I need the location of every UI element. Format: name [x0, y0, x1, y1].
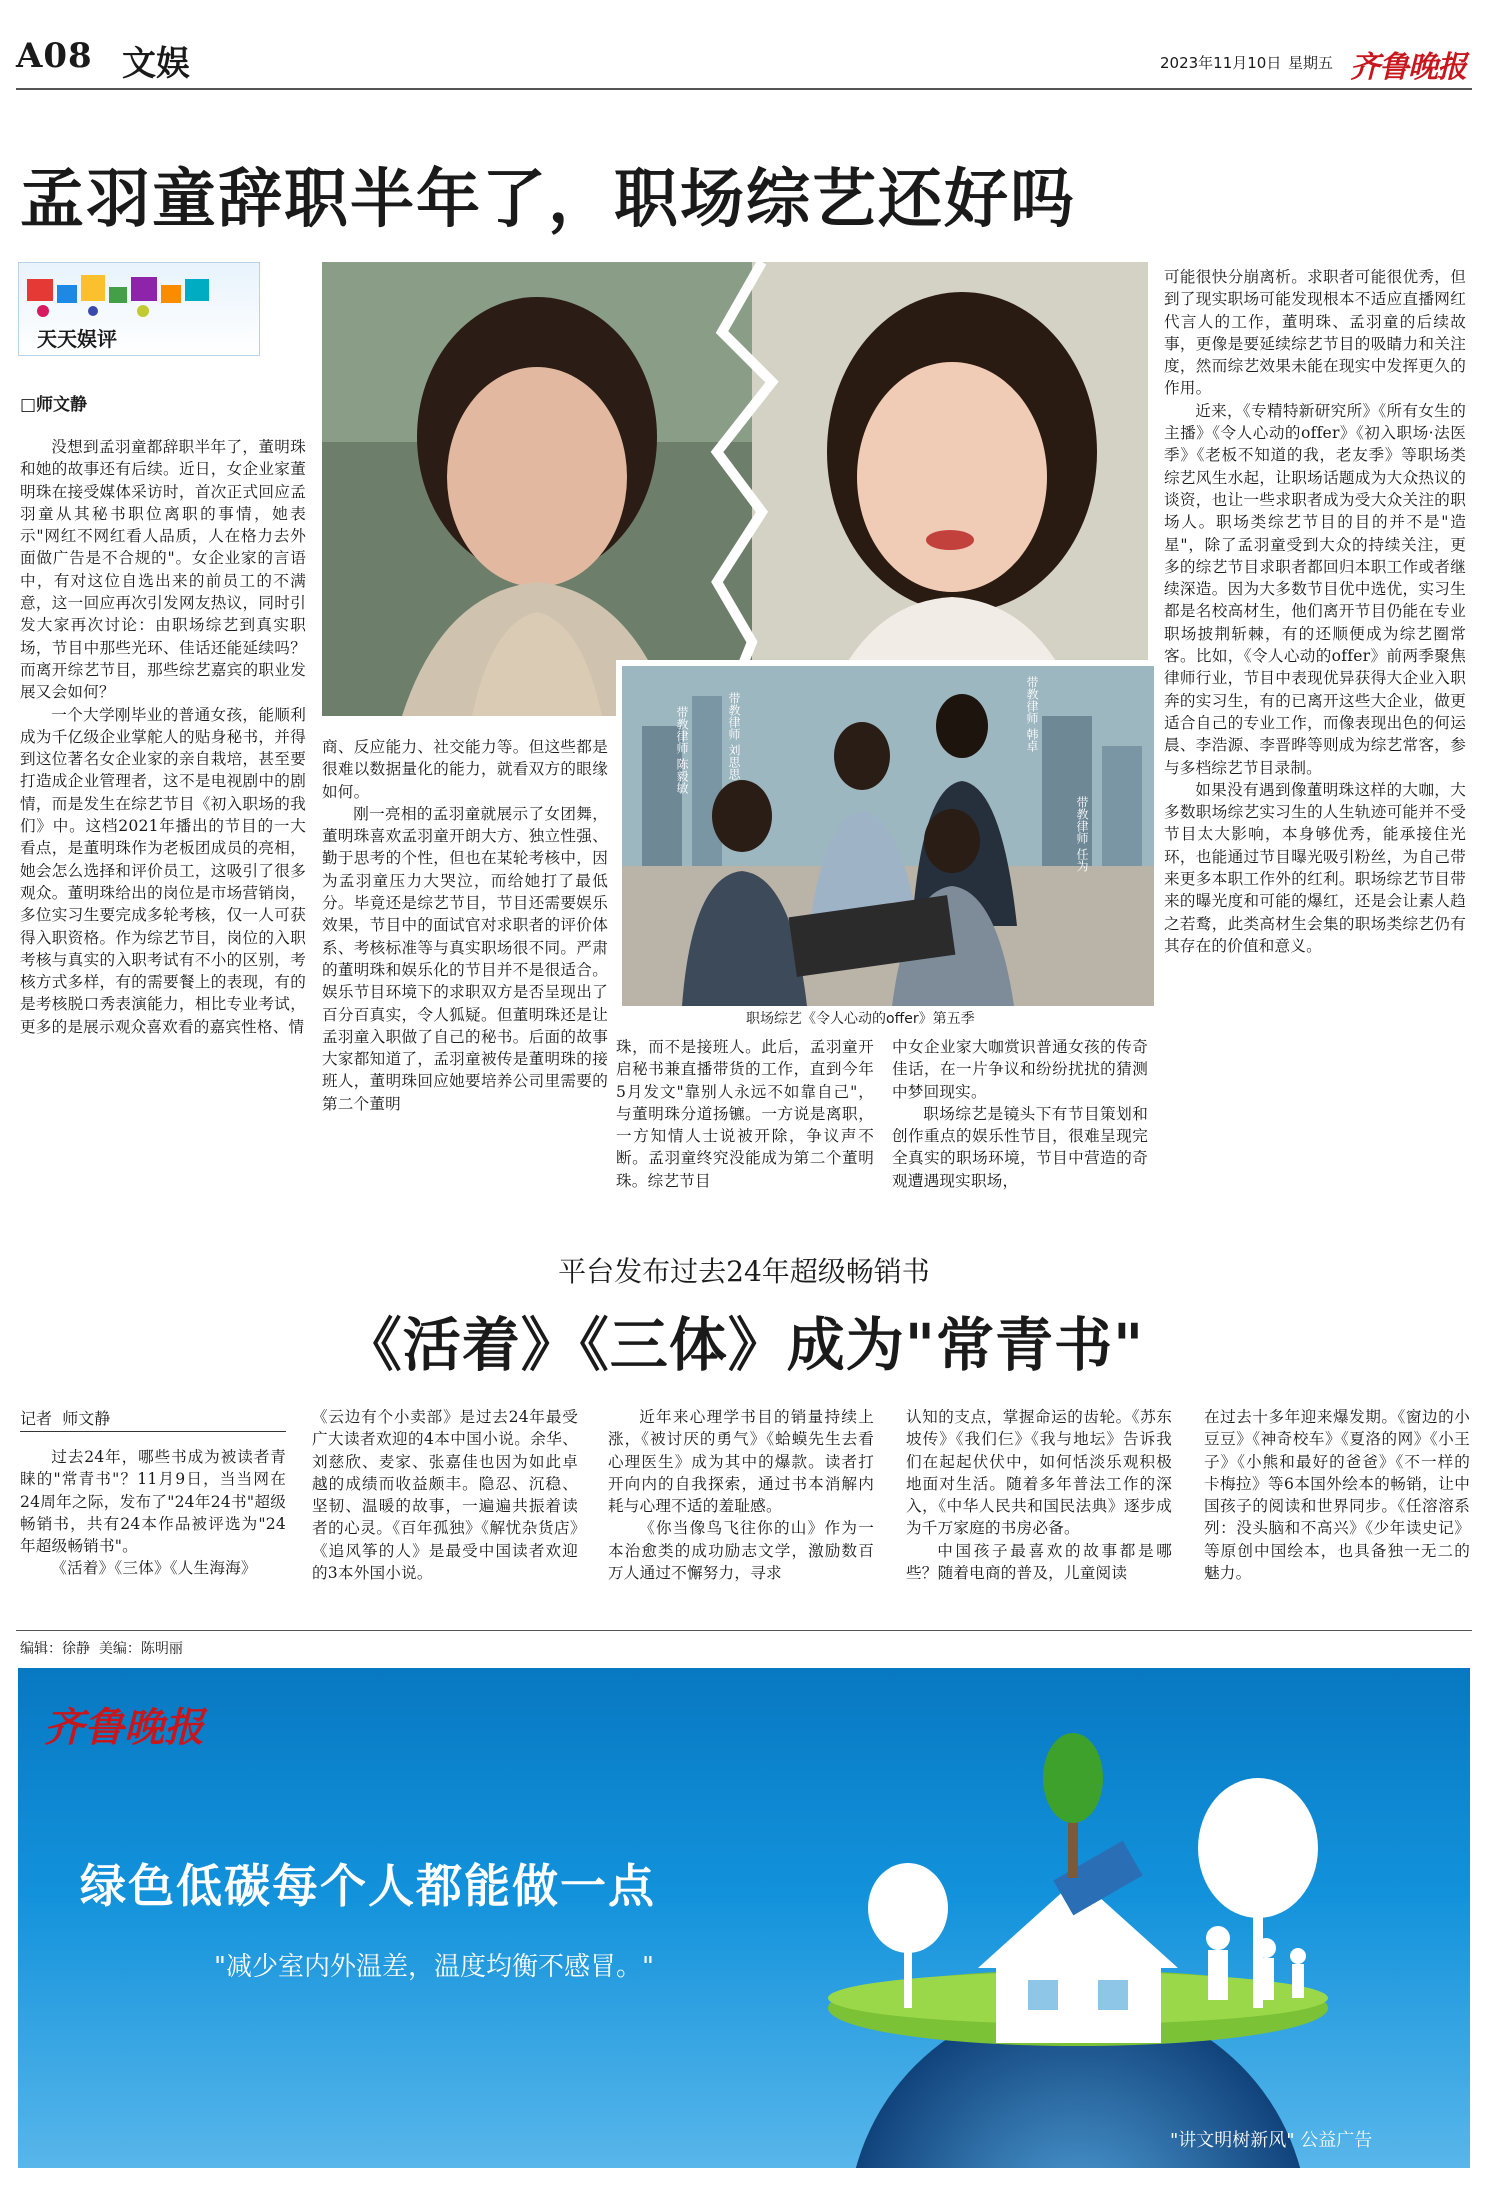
paragraph: 《云边有个小卖部》是过去24年最受广大读者欢迎的4本中国小说。余华、刘慈欣、麦家、张嘉佳也因为如此卓越的成绩而收益颇丰。隐忍、沉稳、坚韧、温暖的故事，一遍遍共振着读者的心灵。《百年孤独》《解忧杂货店》《追风筝的人》是最受中国读者欢迎的3本外国小说。	[312, 1408, 578, 1583]
paragraph: 职场综艺是镜头下有节目策划和创作重点的娱乐性节目，很难呈现完全真实的职场环境，节目中营造的奇观遭遇现实职场，	[892, 1104, 1148, 1190]
article1-col2	[322, 736, 608, 1204]
article2-col2	[312, 1406, 578, 1636]
article1-col3	[616, 1036, 874, 1204]
byline-name: 师文静	[62, 1409, 111, 1428]
photo-caption: 职场综艺《令人心动的offer》第五季	[746, 1011, 975, 1027]
footer-rule	[16, 1630, 1472, 1631]
paper-logo: 齐鲁晚报	[1350, 50, 1466, 85]
paragraph: 近年来心理学书目的销量持续上涨，《被讨厌的勇气》《蛤蟆先生去看心理医生》成为其中的爆款。读者打开向内的自我探索，通过书本消解内耗与心理不适的羞耻感。	[608, 1408, 874, 1516]
paragraph: 刚一亮相的孟羽童就展示了女团舞，董明珠喜欢孟羽童开朗大方、独立性强、勤于思考的个性，但也在某轮考核中，因为孟羽童压力大哭泣，而给她打了最低分。毕竟还是综艺节目，节目还需要娱乐效果，节目中的面试官对求职者的评价体系、考核标准等与真实职场很不同。严肃的董明珠和娱乐化的节目并不是很适合。娱乐节目环境下的求职双方是否呈现出了百分百真实，令人狐疑。但董明珠还是让孟羽童入职做了自己的秘书。后面的故事大家都知道了，孟羽童被传是董明珠的接班人，董明珠回应她要培养公司里需要的第二个董明	[322, 804, 608, 1113]
article1-headline: 孟羽童辞职半年了，职场综艺还好吗	[20, 162, 1076, 237]
public-service-ad	[18, 1668, 1470, 2168]
paragraph: 过去24年，哪些书成为被读者青睐的"常青书"？11月9日，当当网在24周年之际，发布了"24年24书"超级畅销书，共有24本作品被评选为"24年超级畅销书"。	[20, 1448, 286, 1556]
article2-byline	[20, 1406, 286, 1432]
column-badge-label: 天天娱评	[37, 327, 117, 351]
gift-collage-icon	[23, 265, 223, 321]
paragraph: 可能很快分崩离析。求职者可能很优秀，但到了现实职场可能发现根本不适应直播网红代言人的工作，董明珠、孟羽童的后续故事，更像是要延续综艺节目的吸睛力和关注度，然而综艺效果未能在现实中发挥更久的作用。	[1164, 268, 1466, 398]
inset-photo	[616, 660, 1160, 1012]
inset-label: 带教律师 刘思思	[727, 692, 741, 780]
section-name: 文娱	[122, 44, 190, 84]
ad-footer: "讲文明树新风" 公益广告	[1170, 2130, 1373, 2151]
article1-byline: □师文静	[20, 395, 88, 415]
paragraph: 如果没有遇到像董明珠这样的大咖，大多数职场综艺实习生的人生轨迹可能并不受节目太大影响，本身够优秀，能承接住光环，也能通过节目曝光吸引粉丝，为自己带来更多本职工作外的红利。职场综艺节目带来的曝光度和可能的爆红，还是会让素人趋之若鹜，此类高材生会集的职场类综艺仍有其存在的价值和意义。	[1164, 780, 1466, 955]
issue-date: 2023年11月10日	[1160, 54, 1282, 72]
page-code: A08	[16, 36, 93, 76]
paragraph: 《你当像鸟飞往你的山》作为一本治愈类的成功励志文学，激励数百万人通过不懈努力，寻求	[608, 1519, 874, 1583]
article1-col5	[1164, 266, 1466, 1204]
editors-credit: 编辑：徐静 美编：陈明丽	[20, 1641, 183, 1657]
article2-headline: 《活着》《三体》成为"常青书"	[343, 1311, 1145, 1379]
paragraph: 商、反应能力、社交能力等。但这些都是很难以数据量化的能力，就看双方的眼缘如何。	[322, 738, 608, 801]
paragraph: 《活着》《三体》《人生海海》	[51, 1559, 257, 1578]
globe-house-illustration	[18, 1668, 1470, 2168]
column-badge	[18, 262, 260, 356]
ad-logo: 齐鲁晚报	[44, 1704, 204, 1751]
issue-weekday: 星期五	[1288, 54, 1334, 72]
article1-col1	[20, 436, 306, 1204]
paragraph: 中女企业家大咖赏识普通女孩的传奇佳话，在一片争议和纷纷扰扰的猜测中梦回现实。	[892, 1038, 1148, 1101]
inset-label: 带教律师 任为	[1075, 796, 1089, 872]
paragraph: 认知的支点，掌握命运的齿轮。《苏东坡传》《我们仨》《我与地坛》告诉我们在起起伏伏中，如何恬淡乐观积极地面对生活。随着多年普法工作的深入，《中华人民共和国民法典》逐步成为千万家庭的书房必备。	[906, 1408, 1172, 1538]
article2-col4	[906, 1406, 1172, 1636]
photo-left-woman	[322, 262, 1148, 716]
main-photo	[322, 262, 1148, 716]
paragraph: 在过去十多年迎来爆发期。《窗边的小豆豆》《神奇校车》《夏洛的网》《小王子》《小熊和最好的爸爸》《不一样的卡梅拉》等6本国外绘本的畅销，让中国孩子的阅读和世界同步。《任溶溶系列：没头脑和不高兴》《少年读史记》等原创中国绘本，也具备独一无二的魅力。	[1204, 1408, 1470, 1583]
inset-label: 带教律师 韩卓	[1025, 676, 1039, 752]
ad-slogan: 绿色低碳每个人都能做一点	[80, 1859, 656, 1913]
ad-tagline: "减少室内外温差，温度均衡不感冒。"	[214, 1952, 654, 1982]
article2-col3	[608, 1406, 874, 1636]
article1-col4	[892, 1036, 1148, 1204]
paragraph: 没想到孟羽童都辞职半年了，董明珠和她的故事还有后续。近日，女企业家董明珠在接受媒体采访时，首次正式回应孟羽童从其秘书职位离职的事情，她表示"网红不网红看人品质，人在格力去外面做广告是不合规的"。女企业家的言语中，有对这位自选出来的前员工的不满意，这一回应再次引发网友热议，同时引发大家再次讨论：由职场综艺到真实职场，节目中那些光环、佳话还能延续吗？而离开综艺节目，那些综艺嘉宾的职业发展又会如何？	[20, 438, 306, 702]
paragraph: 中国孩子最喜欢的故事都是哪些？随着电商的普及，儿童阅读	[906, 1541, 1172, 1583]
paragraph: 珠，而不是接班人。此后，孟羽童开启秘书兼直播带货的工作，直到今年5月发文"靠别人永远不如靠自己"，与董明珠分道扬镳。一方说是离职，一方知情人士说被开除，争议声不断。孟羽童终究没能成为第二个董明珠。综艺节目	[616, 1038, 874, 1190]
article2-col1	[20, 1446, 286, 1636]
article2-col5	[1204, 1406, 1470, 1636]
inset-label: 带教律师 陈毅敏	[675, 706, 689, 794]
paragraph: 一个大学刚毕业的普通女孩，能顺利成为千亿级企业掌舵人的贴身秘书，并得到这位著名女企业家的亲自栽培，甚至要打造成企业管理者，这不是电视剧中的剧情，而是发生在综艺节目《初入职场的我们》中。这档2021年播出的节目的一大看点，是董明珠作为老板团成员的亮相，她会怎么选择和评价员工，这吸引了很多观众。董明珠给出的岗位是市场营销岗，多位实习生要完成多轮考核，仅一人可获得入职资格。作为综艺节目，岗位的入职考核与真实的入职考试有不小的区别，考核方式多样，有的需要餐上的表现，有的是考核脱口秀表演能力，相比专业考试，更多的是展示观众喜欢看的嘉宾性格、情	[20, 705, 306, 1036]
masthead-rule	[16, 88, 1472, 90]
article2-kicker: 平台发布过去24年超级畅销书	[558, 1255, 930, 1288]
byline-label: 记者	[20, 1409, 53, 1428]
paragraph: 近来，《专精特新研究所》《所有女生的主播》《令人心动的offer》《初入职场·法医季》《老板不知道的我，老友季》等职场类综艺风生水起，让职场话题成为大众热议的谈资，也让一些求职者成为受大众关注的职场人。职场类综艺节目的目的并不是"造星"，除了孟羽童受到大众的持续关注，更多的综艺节目求职者都回归本职工作或者继续深造。因为大多数节目优中选优，实习生都是名校高材生，他们离开节目仍能在专业职场披荆斩棘，有的还顺便成为综艺圈常客。比如，《令人心动的offer》前两季聚焦律师行业，节目中表现优异获得大企业入职奔的实习生，有的已离开这些大企业，做更适合自己的专业工作，而像表现出色的何运晨、李浩源、李晋晔等则成为综艺常客，参与多档综艺节目录制。	[1164, 401, 1466, 777]
